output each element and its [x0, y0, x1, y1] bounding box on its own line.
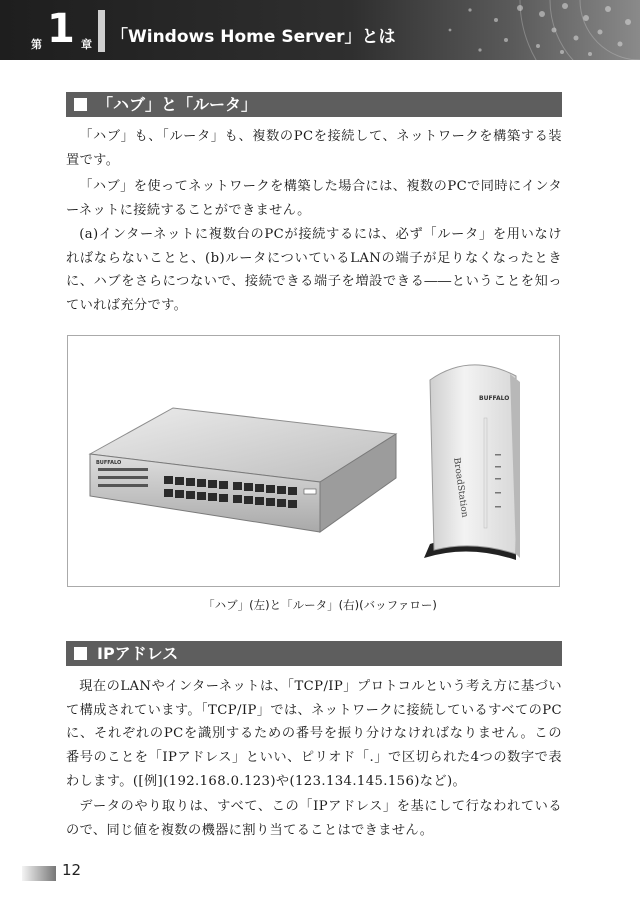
chapter-prefix: 第 [31, 38, 42, 51]
square-bullet-icon [74, 98, 87, 111]
product-photo [67, 335, 560, 587]
page-number: 12 [62, 861, 82, 879]
section-heading-ip-address [66, 641, 562, 666]
router-model-label: BroadStation [451, 457, 470, 519]
body-paragraph: 「ハブ」も、「ルータ」も、複数のPCを接続して、ネットワークを構築する装置です。 [66, 129, 562, 168]
hub-device [90, 408, 396, 532]
page-number-tab [22, 866, 56, 881]
chapter-title: 「Windows Home Server」とは [111, 27, 396, 47]
body-paragraph: データのやり取りは、すべて、この「IPアドレス」を基にして行なわれているので、同じ値を複数の機器に割り当てることはできません。 [66, 799, 562, 838]
router-brand-label: BUFFALO [479, 395, 510, 402]
body-paragraph: (a)インターネットに複数台のPCが接続するには、必ず「ルータ」を用いなければならないことと、(b)ルータについているLANの端子が足りなくなったときに、ハブをさらにつないで、接続できる端子を増設できる――ということを知っていれば充分です。 [66, 227, 562, 314]
chapter-divider [98, 10, 105, 52]
section-title: 「ハブ」と「ルータ」 [97, 95, 258, 114]
section-heading-hub-router [66, 92, 562, 117]
router-device [424, 365, 520, 560]
chapter-header [0, 0, 640, 60]
body-paragraph: 現在のLANやインターネットは、「TCP/IP」プロトコルという考え方に基づいて構成されています。「TCP/IP」では、ネットワークに接続しているすべてのPCに、それぞれのPCを識別するための番号を振り分けなければなりません。この番号のことを「IPアドレス」といい、ピリオド「.」で区切られた4つの数字で表わします。([例](192.168.0.123)や(123.134.145.156)など)。 [66, 679, 562, 789]
figure-caption: 「ハブ」(左)と「ルータ」(右)(バッファロー) [203, 598, 437, 612]
hub-brand-label: BUFFALO [96, 460, 122, 466]
square-bullet-icon [74, 647, 87, 660]
chapter-number: 1 [47, 6, 75, 52]
body-paragraph: 「ハブ」を使ってネットワークを構築した場合には、複数のPCで同時にインターネットに接続することができません。 [66, 179, 562, 218]
section-title: IPアドレス [97, 644, 179, 663]
chapter-suffix: 章 [81, 38, 92, 51]
